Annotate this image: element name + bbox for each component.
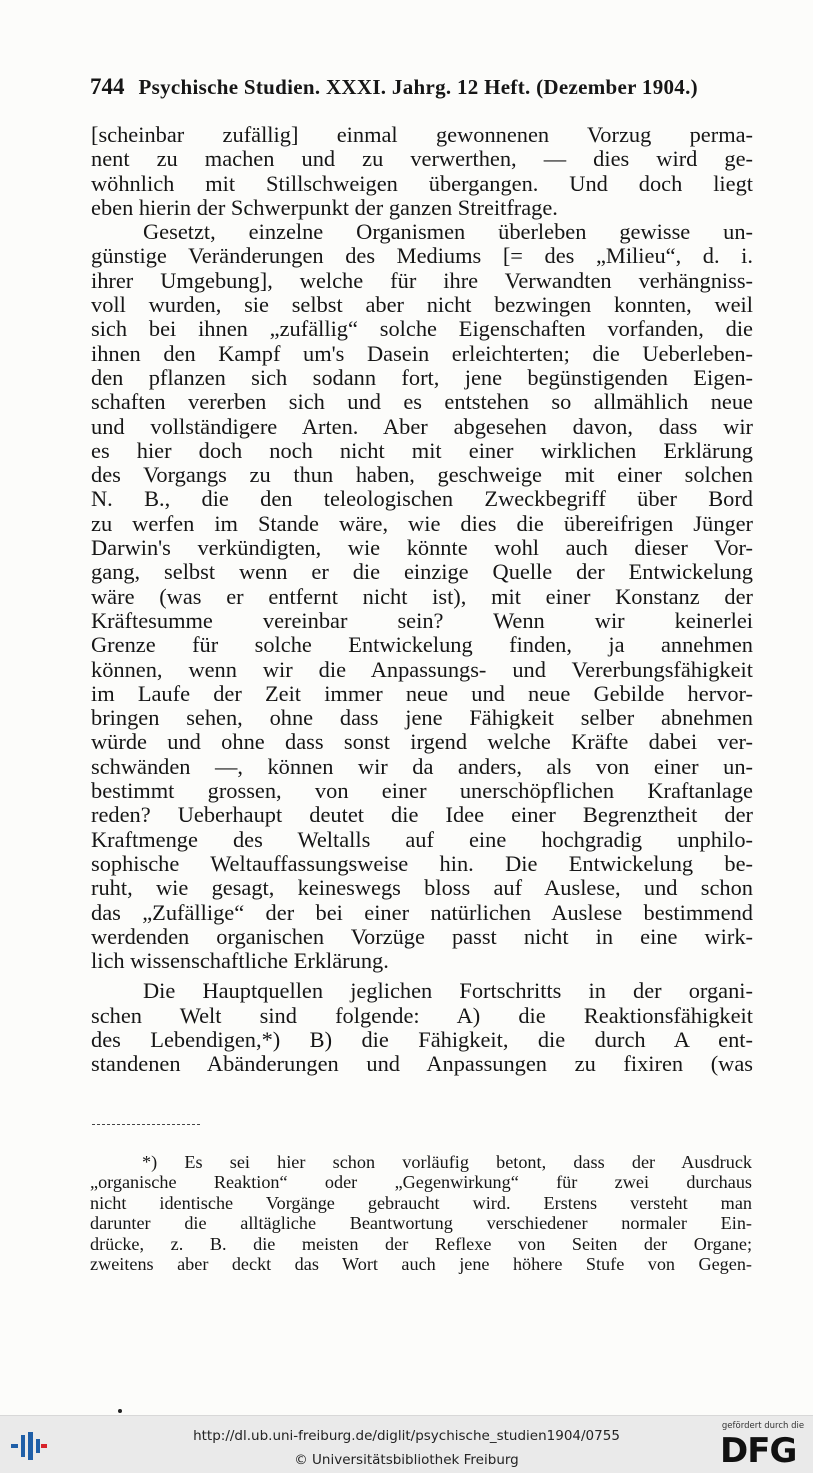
text-line: bringen sehen, ohne dass jene Fähigkeit selber abnehmen — [91, 705, 753, 731]
text-line: N. B., die den teleologischen Zweckbegriff über Bord — [91, 486, 753, 512]
text-line: reden? Ueberhaupt deutet die Idee einer Begrenztheit der — [91, 802, 753, 828]
footnote-line: „organische Reaktion“ oder „Gegenwirkung“ für zwei durchaus — [90, 1172, 752, 1193]
text-line: würde und ohne dass sonst irgend welche Kräfte dabei ver- — [91, 729, 753, 755]
text-line: standenen Abänderungen und Anpassungen zu fixiren (was — [91, 1051, 753, 1077]
text-line: schen Welt sind folgende: A) die Reaktionsfähigkeit — [91, 1002, 753, 1028]
footnote-line: darunter die alltägliche Beantwortung verschiedener normaler Ein- — [90, 1213, 752, 1234]
copyright-notice: © Universitätsbibliothek Freiburg — [294, 1452, 519, 1468]
text-line: gang, selbst wenn er die einzige Quelle der Entwickelung — [91, 559, 753, 585]
text-line: Kraftmenge des Weltalls auf eine hochgradig unphilo- — [91, 826, 753, 852]
text-line: des Vorgangs zu thun haben, geschweige mit einer solchen — [91, 462, 753, 488]
text-line: bestimmt grossen, von einer unerschöpflichen Kraftanlage — [91, 778, 753, 804]
running-head: Psychische Studien. XXXI. Jahrg. 12 Heft. (Dezember 1904.) — [138, 75, 698, 99]
text-line: Grenze für solche Entwickelung finden, ja annehmen — [91, 632, 753, 658]
dfg-tagline: gefördert durch die — [721, 1421, 805, 1431]
text-line: können, wenn wir die Anpassungs- und Vererbungsfähigkeit — [91, 656, 753, 682]
text-line: sophische Weltauffassungsweise hin. Die Entwickelung be- — [91, 850, 753, 876]
text-line: lich wissenschaftliche Erklärung. — [91, 948, 389, 974]
text-line: und vollständigere Arten. Aber abgesehen davon, dass wir — [91, 413, 753, 439]
scan-speck — [118, 1409, 122, 1413]
text-line: ruht, wie gesagt, keineswegs bloss auf Auslese, und schon — [91, 875, 753, 901]
text-line: schaften vererben sich und es entstehen so allmählich neue — [91, 389, 753, 415]
text-line: schwänden —, können wir da anders, als von einer un- — [91, 753, 753, 779]
text-line: Die Hauptquellen jeglichen Fortschritts in der organi- — [143, 978, 753, 1004]
text-line: den pflanzen sich sodann fort, jene begünstigenden Eigen- — [91, 364, 753, 390]
viewer-footer — [0, 1415, 813, 1473]
footnote-line: zweitens aber deckt das Wort auch jene höhere Stufe von Gegen- — [90, 1253, 752, 1274]
footnote-line: *) Es sei hier schon vorläufig betont, dass der Ausdruck — [142, 1152, 752, 1172]
page-header — [90, 74, 760, 104]
footnote-rule — [92, 1124, 200, 1128]
footnote-line: nicht identische Vorgänge gebraucht wird. Erstens versteht man — [90, 1192, 752, 1213]
footnote-line: drücke, z. B. die meisten der Reflexe von Seiten der Organe; — [90, 1233, 752, 1254]
source-url-link[interactable]: http://dl.ub.uni-freiburg.de/diglit/psychische_studien1904/0755 — [193, 1428, 620, 1444]
text-line: werdenden organischen Vorzüge passt nicht in eine wirk- — [91, 923, 753, 949]
text-line: günstige Veränderungen des Mediums [= des „Milieu“, d. i. — [91, 243, 753, 269]
text-line: des Lebendigen,*) B) die Fähigkeit, die durch A ent- — [91, 1026, 753, 1052]
body-text — [91, 123, 753, 1077]
text-line: im Laufe der Zeit immer neue und neue Gebilde hervor- — [91, 680, 753, 706]
page-number: 744 — [90, 74, 125, 99]
text-line: das „Zufällige“ der bei einer natürlichen Auslese bestimmend — [91, 899, 753, 925]
text-line: nent zu machen und zu verwerthen, — dies wird ge- — [91, 146, 753, 172]
text-line: wäre (was er entfernt nicht ist), mit einer Konstanz der — [91, 583, 753, 609]
text-line: Kräftesumme vereinbar sein? Wenn wir keinerlei — [91, 607, 753, 633]
text-line: ihnen den Kampf um's Dasein erleichterten; die Ueberleben- — [91, 340, 753, 366]
text-line: eben hierin der Schwerpunkt der ganzen Streitfrage. — [91, 194, 558, 220]
text-line: zu werfen im Stande wäre, wie dies die übereifrigen Jünger — [91, 510, 753, 536]
text-line: ihrer Umgebung], welche für ihre Verwandten verhängniss- — [91, 267, 753, 293]
text-line: sich bei ihnen „zufällig“ solche Eigenschaften vorfanden, die — [91, 316, 753, 342]
footnote — [90, 1152, 752, 1274]
text-line: Darwin's verkündigten, wie könnte wohl auch dieser Vor- — [91, 535, 753, 561]
dfg-logo[interactable]: DFG — [720, 1431, 797, 1471]
text-line: Gesetzt, einzelne Organismen überleben gewisse un- — [143, 219, 753, 245]
text-line: voll wurden, sie selbst aber nicht bezwingen konnten, weil — [91, 292, 753, 318]
text-line: es hier doch noch nicht mit einer wirklichen Erklärung — [91, 437, 753, 463]
text-line: [scheinbar zufällig] einmal gewonnenen Vorzug perma- — [91, 122, 753, 147]
text-line: wöhnlich mit Stillschweigen übergangen. Und doch liegt — [91, 170, 753, 196]
